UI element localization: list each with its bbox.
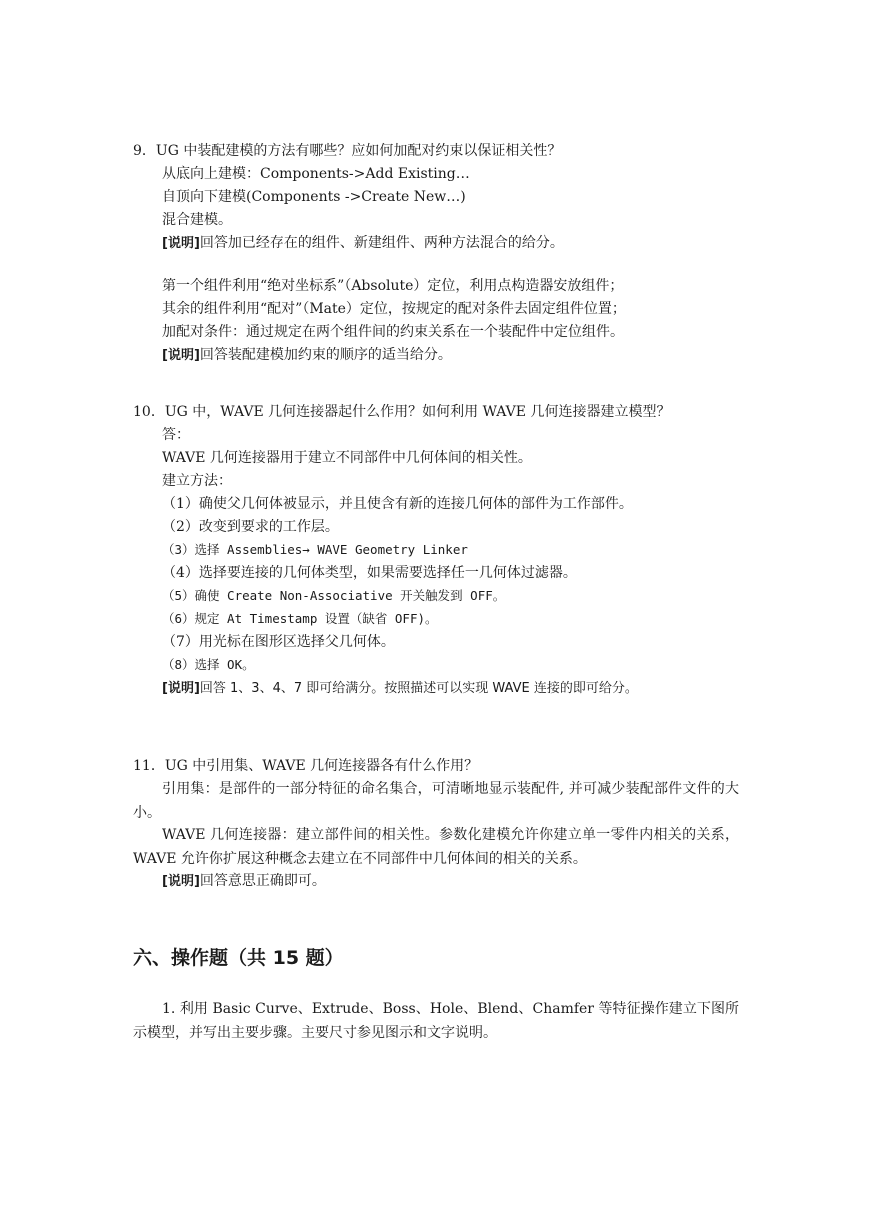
- q9-line-6: 加配对条件：通过规定在两个组件间的约束关系在一个装配件中定位组件。: [162, 324, 624, 340]
- q10-step-7: （7）用光标在图形区选择父几何体。: [162, 634, 395, 650]
- q10-step-3: （3）选择 Assemblies→ WAVE Geometry Linker: [162, 542, 468, 557]
- note-text: 回答加已经存在的组件、新建组件、两种方法混合的给分。: [199, 235, 564, 251]
- q9-note-1: [162, 233, 564, 254]
- q11-note: [162, 871, 326, 892]
- note-text: 回答意思正确即可。: [199, 873, 326, 889]
- section-heading: 六、操作题（共 15 题）: [133, 947, 344, 969]
- q9-line-1: 从底向上建模：Components->Add Existing…: [162, 166, 470, 182]
- note-label: [说明]: [162, 236, 200, 251]
- q10-answer-label: 答：: [162, 427, 190, 443]
- q10-title: 10．UG 中，WAVE 几何连接器起什么作用？如何利用 WAVE 几何连接器建立模型？: [133, 404, 671, 420]
- q10-line-2: 建立方法：: [162, 473, 232, 489]
- q10-step-1: （1）确使父几何体被显示，并且使含有新的连接几何体的部件为工作部件。: [162, 496, 633, 512]
- q9-note-2: [162, 345, 452, 366]
- q11-paragraph-2: WAVE 几何连接器：建立部件间的相关性。参数化建模允许你建立单一零件内相关的关系，WAVE 允许你扩展这种概念去建立在不同部件中几何体间的相关的关系。: [133, 827, 739, 867]
- q9-line-2: 自顶向下建模(Components ->Create New…): [162, 189, 466, 205]
- q10-line-1: WAVE 几何连接器用于建立不同部件中几何体间的相关性。: [162, 450, 532, 466]
- q11-paragraph-1: 引用集：是部件的一部分特征的命名集合，可清晰地显示装配件, 并可减少装配部件文件的大小。: [133, 781, 739, 821]
- q10-step-4: （4）选择要连接的几何体类型，如果需要选择任一几何体过滤器。: [162, 565, 577, 581]
- q11-title: 11．UG 中引用集、WAVE 几何连接器各有什么作用？: [133, 758, 479, 774]
- note-label: [说明]: [162, 874, 200, 889]
- q10-step-6: （6）规定 At Timestamp 设置（缺省 OFF)。: [162, 611, 438, 626]
- note-text: 回答装配建模加约束的顺序的适当给分。: [199, 347, 452, 363]
- note-label: [说明]: [162, 681, 200, 696]
- note-text: 回答 1、3、4、7 即可给满分。按照描述可以实现 WAVE 连接的即可给分。: [199, 681, 638, 696]
- note-label: [说明]: [162, 348, 200, 363]
- q9-line-5: 其余的组件利用“配对”（Mate）定位，按规定的配对条件去固定组件位置；: [162, 301, 626, 317]
- q10-step-8: （8）选择 OK。: [162, 657, 255, 672]
- q9-line-3: 混合建模。: [162, 212, 232, 228]
- section-paragraph-1: 1. 利用 Basic Curve、Extrude、Boss、Hole、Blend、Chamfer 等特征操作建立下图所示模型，并写出主要步骤。主要尺寸参见图示和文字说明。: [133, 1001, 739, 1041]
- q10-note: [162, 678, 638, 699]
- q10-step-5: （5）确使 Create Non-Associative 开关触发到 OFF。: [162, 588, 506, 603]
- q10-step-2: （2）改变到要求的工作层。: [162, 519, 339, 535]
- q9-line-4: 第一个组件利用“绝对坐标系”（Absolute）定位，利用点构造器安放组件；: [162, 278, 624, 294]
- q9-title: 9．UG 中装配建模的方法有哪些？应如何加配对约束以保证相关性？: [133, 143, 562, 159]
